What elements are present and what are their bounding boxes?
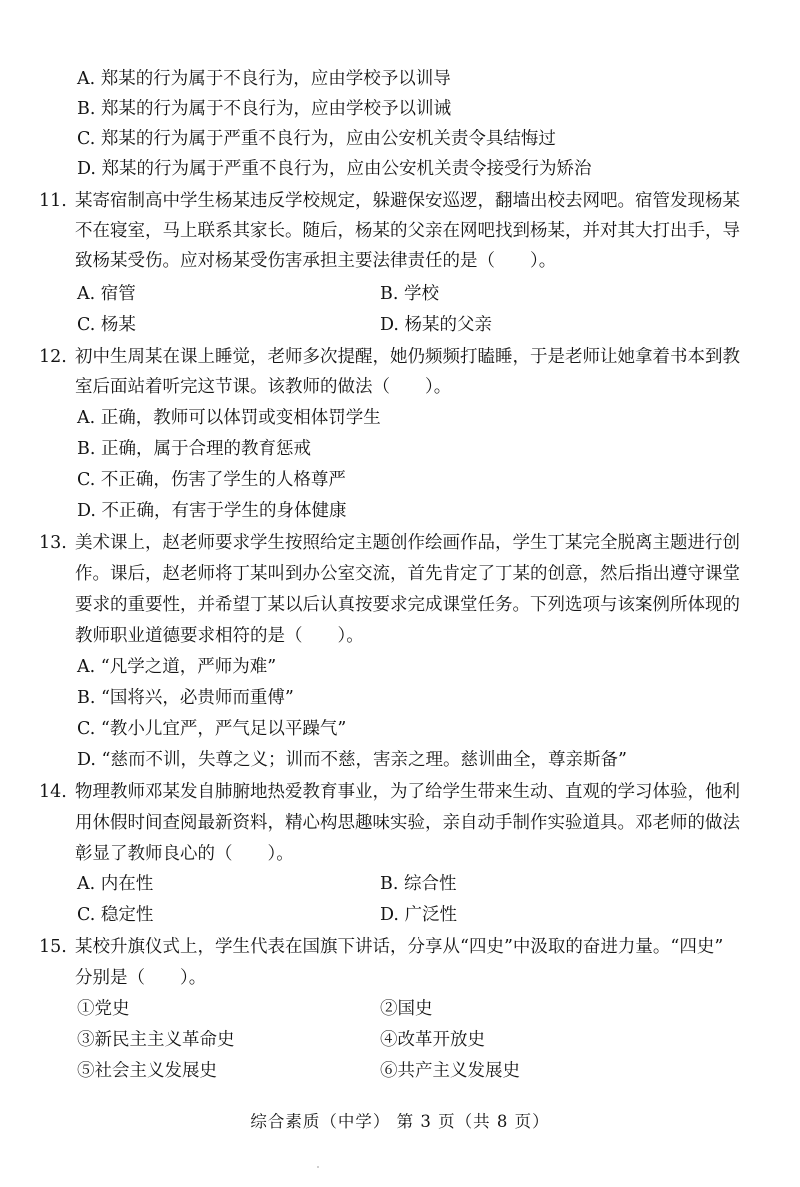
q11-stem-line: 某寄宿制高中学生杨某违反学校规定，躲避保安巡逻，翻墙出校去网吧。宿管发现杨某	[75, 191, 740, 211]
q12-option-d: D. 不正确，有害于学生的身体健康	[77, 501, 347, 521]
q12-option-a: A. 正确，教师可以体罚或变相体罚学生	[77, 408, 381, 428]
q11-option-d: D. 杨某的父亲	[380, 315, 493, 335]
q15-item-2: ②国史	[380, 999, 433, 1019]
q10-option-d: D. 郑某的行为属于严重不良行为，应由公安机关责令接受行为矫治	[77, 159, 592, 179]
q14-option-d: D. 广泛性	[380, 905, 458, 925]
q13-option-a: A. “凡学之道，严师为难”	[77, 657, 277, 677]
q12-stem-line: 初中生周某在课上睡觉，老师多次提醒，她仍频频打瞌睡，于是老师让她拿着书本到教	[75, 347, 740, 367]
q10-option-a: A. 郑某的行为属于不良行为，应由学校予以训导	[77, 69, 451, 89]
q12-option-c: C. 不正确，伤害了学生的人格尊严	[77, 470, 346, 490]
q11-option-a: A. 宿管	[77, 284, 136, 304]
q14-stem-line: 彰显了教师良心的（ ）。	[75, 844, 294, 864]
q13-stem-line: 美术课上，赵老师要求学生按照给定主题创作绘画作品，学生丁某完全脱离主题进行创	[75, 533, 740, 553]
q13-option-d: D. “慈而不训，失尊之义；训而不慈，害亲之理。慈训曲全，尊亲斯备”	[77, 750, 627, 770]
q15-item-5: ⑤社会主义发展史	[77, 1061, 217, 1081]
q14-stem-line: 物理教师邓某发自肺腑地热爱教育事业，为了给学生带来生动、直观的学习体验，他利	[75, 782, 740, 802]
q14-stem-line: 用休假时间查阅最新资料，精心构思趣味实验，亲自动手制作实验道具。邓老师的做法	[75, 813, 740, 833]
q15-item-1: ①党史	[77, 999, 130, 1019]
q10-option-b: B. 郑某的行为属于不良行为，应由学校予以训诫	[77, 99, 451, 119]
q11-number: 11.	[39, 191, 67, 211]
q14-number: 14.	[39, 782, 67, 802]
q10-option-c: C. 郑某的行为属于严重不良行为，应由公安机关责令具结悔过	[77, 129, 556, 149]
q14-option-b: B. 综合性	[380, 874, 457, 894]
q13-stem-line: 教师职业道德要求相符的是（ ）。	[75, 626, 364, 646]
q15-item-4: ④改革开放史	[380, 1030, 485, 1050]
scan-speck	[317, 1166, 319, 1168]
q11-option-c: C. 杨某	[77, 315, 136, 335]
q12-number: 12.	[39, 347, 67, 367]
q11-option-b: B. 学校	[380, 284, 439, 304]
q14-option-c: C. 稳定性	[77, 905, 154, 925]
q13-number: 13.	[39, 533, 67, 553]
q11-stem-line: 不在寝室，马上联系其家长。随后，杨某的父亲在网吧找到杨某，并对其大打出手，导	[75, 221, 740, 241]
q15-item-6: ⑥共产主义发展史	[380, 1061, 520, 1081]
q11-stem-line: 致杨某受伤。应对杨某受伤害承担主要法律责任的是（ ）。	[75, 251, 557, 271]
q12-option-b: B. 正确，属于合理的教育惩戒	[77, 439, 311, 459]
q15-stem-line: 某校升旗仪式上，学生代表在国旗下讲话，分享从“四史”中汲取的奋进力量。“四史”	[75, 937, 724, 957]
q13-stem-line: 作。课后，赵老师将丁某叫到办公室交流，首先肯定了丁某的创意，然后指出遵守课堂	[75, 564, 740, 584]
q15-item-3: ③新民主主义革命史	[77, 1030, 235, 1050]
page-footer: 综合素质（中学） 第 3 页（共 8 页）	[250, 1112, 550, 1131]
q15-stem-line: 分别是（ ）。	[75, 968, 207, 988]
q12-stem-line: 室后面站着听完这节课。该教师的做法（ ）。	[75, 377, 452, 397]
q13-option-c: C. “教小儿宜严，严气足以平躁气”	[77, 719, 347, 739]
q13-stem-line: 要求的重要性，并希望丁某以后认真按要求完成课堂任务。下列选项与该案例所体现的	[75, 595, 740, 615]
q15-number: 15.	[39, 937, 67, 957]
q13-option-b: B. “国将兴，必贵师而重傅”	[77, 688, 294, 708]
q14-option-a: A. 内在性	[77, 874, 154, 894]
